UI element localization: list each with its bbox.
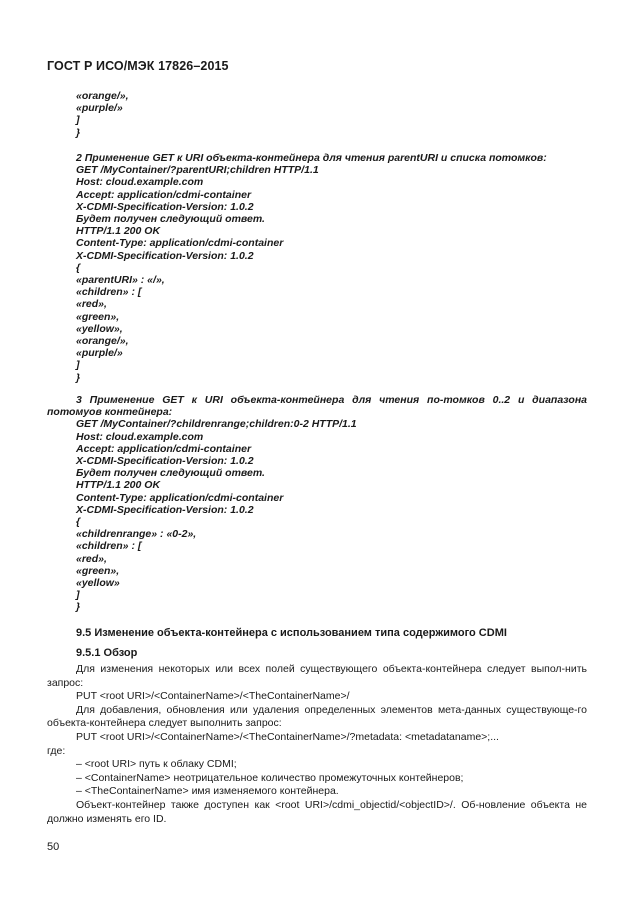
code-line: «purple/»: [76, 347, 123, 360]
code-line: }: [76, 126, 81, 139]
page-number: 50: [47, 841, 60, 853]
code-line: «orange/»,: [76, 335, 129, 348]
example-3-heading: 3 Применение GET к URI объекта-контейнера для чтения по-томков 0..2 и диапазона потомуов контейнера:: [47, 394, 587, 419]
code-line: Content-Type: application/cdmi-container: [76, 237, 284, 250]
code-line: {: [76, 516, 81, 529]
example-3: [47, 394, 587, 614]
list-item: – <root URI> путь к облаку CDMI;: [76, 758, 237, 771]
list-item: – <TheContainerName> имя изменяемого контейнера.: [76, 785, 339, 798]
code-line: «green»,: [76, 310, 120, 323]
example-2: [47, 152, 587, 384]
code-line: «green»,: [76, 564, 120, 577]
code-line: X-CDMI-Specification-Version: 1.0.2: [76, 200, 254, 213]
request-2: PUT <root URI>/<ContainerName>/<TheContainerName>/?metadata: <metadataname>;...: [76, 730, 499, 743]
code-line: X-CDMI-Specification-Version: 1.0.2: [76, 249, 254, 262]
code-line: «purple/»: [76, 102, 123, 115]
code-line: Будет получен следующий ответ.: [76, 467, 265, 480]
code-line: Content-Type: application/cdmi-container: [76, 491, 284, 504]
code-line: «children» : [: [76, 286, 142, 299]
code-line: ]: [76, 359, 80, 372]
section-9-5-1-title: 9.5.1 Обзор: [76, 647, 138, 659]
code-line: HTTP/1.1 200 OK: [76, 225, 161, 238]
list-item: – <ContainerName> неотрицательное количество промежуточных контейнеров;: [76, 771, 464, 784]
code-line: }: [76, 601, 81, 614]
code-line: Host: cloud.example.com: [76, 176, 204, 189]
code-line: GET /MyContainer/?childrenrange;children:0-2 HTTP/1.1: [76, 418, 357, 431]
section-body: [47, 663, 587, 826]
paragraph-1: Для изменения некоторых или всех полей существующего объекта-контейнера следует выпол-нить запрос:: [47, 663, 587, 689]
code-line: HTTP/1.1 200 OK: [76, 479, 161, 492]
section-9-5-title: 9.5 Изменение объекта-контейнера с использованием типа содержимого CDMI: [76, 627, 507, 639]
code-line: }: [76, 371, 81, 384]
code-line: «yellow»,: [76, 322, 123, 335]
where-label: где:: [47, 744, 66, 757]
example-2-heading: 2 Применение GET к URI объекта-контейнера для чтения parentURI и списка потомков:: [76, 152, 547, 164]
code-line: «children» : [: [76, 540, 142, 553]
code-line: Будет получен следующий ответ.: [76, 213, 265, 226]
paragraph-2: Для добавления, обновления или удаления определенных элементов мета-данных существующе-го объекта-контейнера следует выполнить запрос:: [47, 703, 587, 730]
document-header: ГОСТ Р ИСО/МЭК 17826–2015: [47, 59, 229, 73]
code-line: «yellow»: [76, 577, 120, 590]
code-line: «red»,: [76, 298, 107, 311]
section-9-5: [47, 626, 587, 660]
request-1: PUT <root URI>/<ContainerName>/<TheContainerName>/: [76, 690, 350, 703]
code-line: ]: [76, 589, 80, 602]
code-line: «parentURI» : «/»,: [76, 274, 165, 287]
code-line: {: [76, 261, 81, 274]
code-line: ]: [76, 114, 80, 127]
code-line: GET /MyContainer/?parentURI;children HTTP/1.1: [76, 164, 319, 177]
code-block-continuation: [47, 90, 587, 139]
code-line: «childrenrange» : «0-2»,: [76, 528, 197, 541]
code-line: «orange/»,: [76, 90, 129, 102]
code-line: X-CDMI-Specification-Version: 1.0.2: [76, 455, 254, 468]
code-line: «red»,: [76, 552, 107, 565]
code-line: Host: cloud.example.com: [76, 430, 204, 443]
code-line: Accept: application/cdmi-container: [76, 442, 252, 455]
code-line: X-CDMI-Specification-Version: 1.0.2: [76, 503, 254, 516]
paragraph-3: Объект-контейнер также доступен как <root URI>/cdmi_objectid/<objectID>/. Об-новление объекта не должно изменять его ID.: [47, 798, 587, 825]
code-line: Accept: application/cdmi-container: [76, 188, 252, 201]
